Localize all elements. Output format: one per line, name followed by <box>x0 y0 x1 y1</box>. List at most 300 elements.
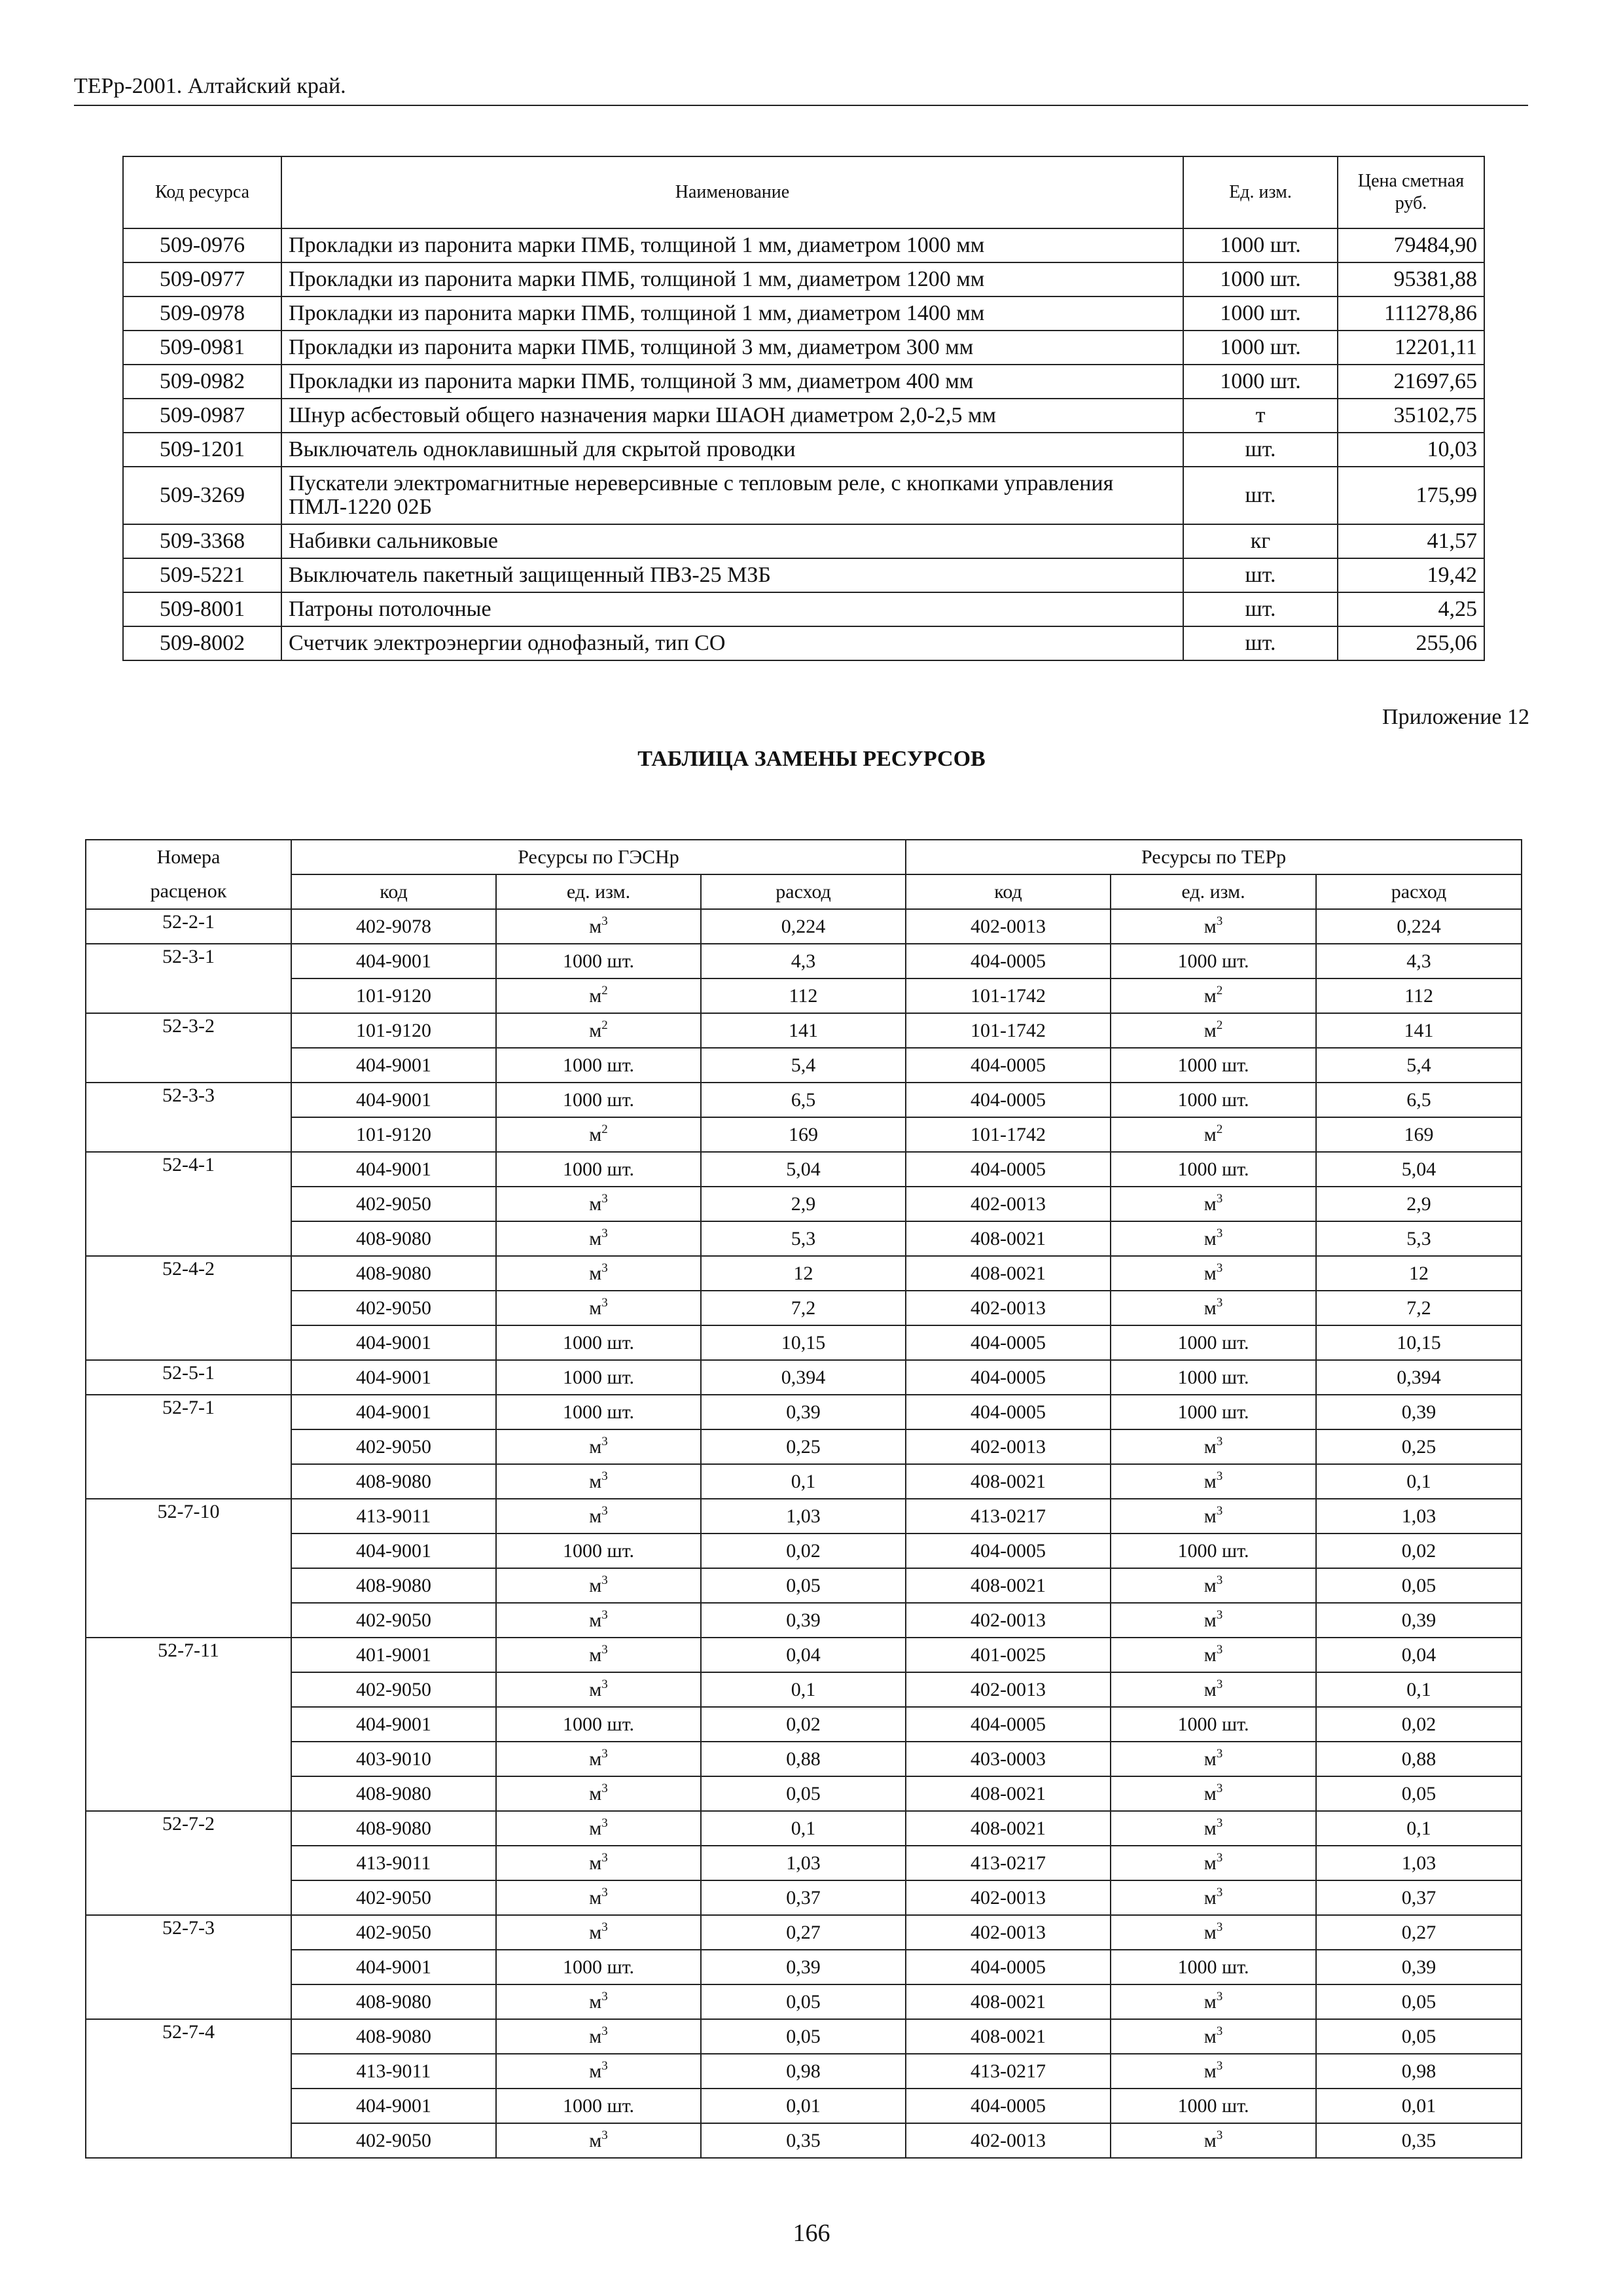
terr-consumption: 6,5 <box>1316 1083 1522 1117</box>
table-row <box>86 1291 1522 1325</box>
table-row <box>123 296 1484 331</box>
unit-exponent: 3 <box>601 1503 608 1518</box>
gesn-unit <box>496 1846 701 1880</box>
gesn-consumption: 169 <box>701 1117 906 1152</box>
resource-name: Счетчик электроэнергии однофазный, тип СО <box>281 626 1183 660</box>
gesn-code: 404-9001 <box>291 1325 496 1360</box>
table-row <box>86 1360 1522 1395</box>
gesn-code: 402-9050 <box>291 1603 496 1638</box>
unit-exponent: 2 <box>601 1018 608 1032</box>
table-row <box>123 467 1484 524</box>
unit-exponent: 3 <box>601 1469 608 1483</box>
table-row <box>86 1429 1522 1464</box>
resource-price: 175,99 <box>1338 467 1484 524</box>
gesn-consumption: 1,03 <box>701 1499 906 1534</box>
rate-number-continued <box>86 2123 291 2158</box>
resource-code: 509-3368 <box>123 524 281 558</box>
unit-exponent: 2 <box>601 1122 608 1136</box>
resource-code: 509-1201 <box>123 433 281 467</box>
unit-exponent: 2 <box>1216 1122 1223 1136</box>
gesn-unit <box>496 1291 701 1325</box>
unit-text: м <box>589 1297 602 1319</box>
resource-table-body <box>123 228 1484 660</box>
unit-exponent: 3 <box>1216 1261 1223 1275</box>
gesn-unit <box>496 1117 701 1152</box>
gesn-consumption: 0,35 <box>701 2123 906 2158</box>
terr-unit <box>1111 1048 1316 1083</box>
header-resource-code: Код ресурса <box>123 156 281 228</box>
unit-text: 1000 шт. <box>563 950 634 972</box>
gesn-consumption: 5,4 <box>701 1048 906 1083</box>
unit-text: м <box>1204 2060 1217 2082</box>
terr-unit <box>1111 1395 1316 1429</box>
unit-exponent: 3 <box>601 1677 608 1691</box>
table-row <box>86 1534 1522 1568</box>
gesn-code: 402-9078 <box>291 909 496 944</box>
resource-replacement-table <box>85 839 1522 2159</box>
gesn-consumption: 0,37 <box>701 1880 906 1915</box>
resource-unit: шт. <box>1183 592 1338 626</box>
gesn-code: 402-9050 <box>291 2123 496 2158</box>
unit-text: 1000 шт. <box>1177 1956 1249 1978</box>
terr-unit <box>1111 944 1316 978</box>
resource-code: 509-0981 <box>123 331 281 365</box>
table-row <box>86 1950 1522 1984</box>
replacement-header-row-bottom <box>86 874 1522 909</box>
gesn-consumption: 0,98 <box>701 2054 906 2089</box>
unit-exponent: 3 <box>601 1573 608 1587</box>
rate-number-continued <box>86 1950 291 1984</box>
table-row <box>123 524 1484 558</box>
gesn-unit <box>496 1568 701 1603</box>
resource-code: 509-0987 <box>123 399 281 433</box>
gesn-code: 408-9080 <box>291 1776 496 1811</box>
terr-consumption: 0,39 <box>1316 1603 1522 1638</box>
rate-number-continued <box>86 1187 291 1221</box>
terr-consumption: 0,1 <box>1316 1811 1522 1846</box>
unit-exponent: 3 <box>1216 1607 1223 1622</box>
terr-consumption: 169 <box>1316 1117 1522 1152</box>
gesn-unit <box>496 1984 701 2019</box>
resource-code: 509-8002 <box>123 626 281 660</box>
gesn-consumption: 0,02 <box>701 1707 906 1742</box>
unit-exponent: 3 <box>1216 1573 1223 1587</box>
unit-exponent: 3 <box>1216 1885 1223 1899</box>
terr-consumption: 12 <box>1316 1256 1522 1291</box>
terr-code: 402-0013 <box>906 1291 1111 1325</box>
table-row <box>86 1083 1522 1117</box>
terr-code: 413-0217 <box>906 1846 1111 1880</box>
unit-text: м <box>1204 1990 1217 2013</box>
header-price: Цена сметная руб. <box>1338 156 1484 228</box>
rate-number-continued <box>86 1568 291 1603</box>
unit-text: м <box>589 1678 602 1700</box>
unit-exponent: 3 <box>1216 1850 1223 1865</box>
gesn-consumption: 12 <box>701 1256 906 1291</box>
terr-code: 402-0013 <box>906 2123 1111 2158</box>
gesn-code: 404-9001 <box>291 2089 496 2123</box>
resource-price: 79484,90 <box>1338 228 1484 262</box>
resource-price: 10,03 <box>1338 433 1484 467</box>
terr-consumption: 0,1 <box>1316 1464 1522 1499</box>
gesn-code: 408-9080 <box>291 1984 496 2019</box>
terr-consumption: 7,2 <box>1316 1291 1522 1325</box>
terr-unit <box>1111 1152 1316 1187</box>
rate-number-continued <box>86 1117 291 1152</box>
unit-text: 1000 шт. <box>1177 2094 1249 2117</box>
gesn-unit <box>496 1464 701 1499</box>
resource-unit: шт. <box>1183 558 1338 592</box>
terr-consumption: 0,88 <box>1316 1742 1522 1776</box>
resource-price: 12201,11 <box>1338 331 1484 365</box>
unit-text: м <box>589 1609 602 1631</box>
table-row <box>123 399 1484 433</box>
unit-text: 1000 шт. <box>1177 1331 1249 1354</box>
terr-unit <box>1111 1707 1316 1742</box>
rate-number: 52-3-1 <box>86 944 291 978</box>
resource-code: 509-0982 <box>123 365 281 399</box>
table-row <box>86 1395 1522 1429</box>
terr-consumption: 1,03 <box>1316 1846 1522 1880</box>
unit-exponent: 3 <box>601 1816 608 1830</box>
appendix-label: Приложение 12 <box>1382 705 1529 729</box>
rate-number-continued <box>86 1880 291 1915</box>
gesn-code: 402-9050 <box>291 1429 496 1464</box>
resource-price: 19,42 <box>1338 558 1484 592</box>
gesn-consumption: 1,03 <box>701 1846 906 1880</box>
unit-text: м <box>1204 1574 1217 1596</box>
gesn-consumption: 10,15 <box>701 1325 906 1360</box>
terr-consumption: 0,1 <box>1316 1672 1522 1707</box>
terr-unit <box>1111 1672 1316 1707</box>
rate-number: 52-5-1 <box>86 1360 291 1395</box>
table-row <box>86 1638 1522 1672</box>
gesn-unit <box>496 2019 701 2054</box>
unit-exponent: 3 <box>601 1226 608 1240</box>
table-row <box>86 1568 1522 1603</box>
resource-unit: шт. <box>1183 626 1338 660</box>
gesn-code: 101-9120 <box>291 1013 496 1048</box>
header-unit: Ед. изм. <box>1183 156 1338 228</box>
terr-unit <box>1111 1464 1316 1499</box>
rate-number: 52-4-1 <box>86 1152 291 1187</box>
unit-text: м <box>589 1505 602 1527</box>
terr-code: 404-0005 <box>906 1707 1111 1742</box>
terr-code: 101-1742 <box>906 1013 1111 1048</box>
gesn-code: 101-9120 <box>291 1117 496 1152</box>
terr-code: 408-0021 <box>906 1464 1111 1499</box>
terr-consumption: 0,98 <box>1316 2054 1522 2089</box>
gesn-consumption: 0,05 <box>701 1776 906 1811</box>
gesn-code: 404-9001 <box>291 1083 496 1117</box>
unit-text: м <box>1204 1817 1217 1839</box>
gesn-code: 408-9080 <box>291 2019 496 2054</box>
resource-name: Прокладки из паронита марки ПМБ, толщиной 1 мм, диаметром 1400 мм <box>281 296 1183 331</box>
unit-text: м <box>589 1574 602 1596</box>
unit-text: 1000 шт. <box>1177 1158 1249 1180</box>
gesn-consumption: 0,27 <box>701 1915 906 1950</box>
rate-number-continued <box>86 1325 291 1360</box>
gesn-code: 404-9001 <box>291 1707 496 1742</box>
unit-text: 1000 шт. <box>1177 950 1249 972</box>
terr-unit <box>1111 1742 1316 1776</box>
terr-unit <box>1111 1499 1316 1534</box>
gesn-unit <box>496 1811 701 1846</box>
gesn-consumption: 141 <box>701 1013 906 1048</box>
terr-unit <box>1111 1534 1316 1568</box>
resource-price: 21697,65 <box>1338 365 1484 399</box>
gesn-code: 413-9011 <box>291 2054 496 2089</box>
gesn-code: 402-9050 <box>291 1187 496 1221</box>
terr-code: 402-0013 <box>906 1603 1111 1638</box>
rate-number-continued <box>86 1534 291 1568</box>
terr-consumption: 2,9 <box>1316 1187 1522 1221</box>
resource-unit: шт. <box>1183 467 1338 524</box>
terr-unit <box>1111 2019 1316 2054</box>
gesn-code: 402-9050 <box>291 1672 496 1707</box>
table-row <box>123 262 1484 296</box>
table-row <box>86 1742 1522 1776</box>
header-terr-resources: Ресурсы по ТЕРр <box>906 840 1522 874</box>
unit-text: 1000 шт. <box>1177 1366 1249 1388</box>
resource-unit: т <box>1183 399 1338 433</box>
gesn-code: 413-9011 <box>291 1499 496 1534</box>
header-terr-code: код <box>906 874 1111 909</box>
rate-number-continued <box>86 1776 291 1811</box>
rate-number: 52-3-3 <box>86 1083 291 1117</box>
terr-unit <box>1111 1568 1316 1603</box>
gesn-unit <box>496 1880 701 1915</box>
unit-text: м <box>589 1782 602 1804</box>
unit-text: 1000 шт. <box>1177 1713 1249 1735</box>
terr-code: 101-1742 <box>906 1117 1111 1152</box>
terr-code: 413-0217 <box>906 1499 1111 1534</box>
rate-number-continued <box>86 2054 291 2089</box>
terr-code: 404-0005 <box>906 1395 1111 1429</box>
gesn-consumption: 0,39 <box>701 1395 906 1429</box>
gesn-code: 403-9010 <box>291 1742 496 1776</box>
unit-text: м <box>589 1817 602 1839</box>
terr-code: 413-0217 <box>906 2054 1111 2089</box>
rate-number: 52-7-11 <box>86 1638 291 1672</box>
unit-text: м <box>1204 1193 1217 1215</box>
unit-text: м <box>1204 1019 1217 1041</box>
unit-exponent: 3 <box>601 1920 608 1934</box>
unit-exponent: 2 <box>1216 1018 1223 1032</box>
gesn-consumption: 2,9 <box>701 1187 906 1221</box>
resource-code: 509-0978 <box>123 296 281 331</box>
terr-consumption: 0,27 <box>1316 1915 1522 1950</box>
terr-unit <box>1111 1083 1316 1117</box>
gesn-unit <box>496 1950 701 1984</box>
table-row <box>86 1325 1522 1360</box>
header-divider <box>74 105 1528 106</box>
terr-code: 404-0005 <box>906 1360 1111 1395</box>
unit-exponent: 3 <box>601 1989 608 2003</box>
gesn-unit <box>496 1776 701 1811</box>
terr-code: 101-1742 <box>906 978 1111 1013</box>
unit-text: 1000 шт. <box>1177 1088 1249 1111</box>
table-row <box>86 1256 1522 1291</box>
unit-exponent: 3 <box>1216 1920 1223 1934</box>
table-row <box>86 1880 1522 1915</box>
header-terr-unit: ед. изм. <box>1111 874 1316 909</box>
unit-text: м <box>1204 1470 1217 1492</box>
rate-number: 52-7-1 <box>86 1395 291 1429</box>
terr-unit <box>1111 978 1316 1013</box>
terr-consumption: 0,39 <box>1316 1395 1522 1429</box>
terr-consumption: 4,3 <box>1316 944 1522 978</box>
gesn-unit <box>496 1013 701 1048</box>
terr-unit <box>1111 1325 1316 1360</box>
table-row <box>86 978 1522 1013</box>
terr-unit <box>1111 1429 1316 1464</box>
unit-text: м <box>589 2129 602 2151</box>
unit-exponent: 3 <box>601 2128 608 2142</box>
unit-text: м <box>1204 1748 1217 1770</box>
unit-text: м <box>1204 915 1217 937</box>
unit-exponent: 3 <box>601 1607 608 1622</box>
rate-number: 52-3-2 <box>86 1013 291 1048</box>
gesn-code: 404-9001 <box>291 1152 496 1187</box>
table-row <box>86 1117 1522 1152</box>
gesn-code: 404-9001 <box>291 1950 496 1984</box>
unit-exponent: 3 <box>1216 1191 1223 1206</box>
resource-price: 4,25 <box>1338 592 1484 626</box>
unit-exponent: 3 <box>1216 1781 1223 1795</box>
gesn-code: 404-9001 <box>291 1360 496 1395</box>
gesn-code: 401-9001 <box>291 1638 496 1672</box>
terr-consumption: 5,3 <box>1316 1221 1522 1256</box>
gesn-consumption: 0,05 <box>701 2019 906 2054</box>
gesn-code: 413-9011 <box>291 1846 496 1880</box>
unit-text: м <box>1204 984 1217 1007</box>
gesn-consumption: 7,2 <box>701 1291 906 1325</box>
unit-text: 1000 шт. <box>563 1539 634 1562</box>
resource-unit: 1000 шт. <box>1183 296 1338 331</box>
gesn-consumption: 0,1 <box>701 1811 906 1846</box>
terr-code: 401-0025 <box>906 1638 1111 1672</box>
terr-unit <box>1111 909 1316 944</box>
terr-code: 404-0005 <box>906 944 1111 978</box>
gesn-consumption: 0,1 <box>701 1672 906 1707</box>
rate-number: 52-7-2 <box>86 1811 291 1846</box>
unit-text: м <box>1204 1886 1217 1909</box>
terr-code: 408-0021 <box>906 2019 1111 2054</box>
gesn-code: 402-9050 <box>291 1291 496 1325</box>
table-row <box>86 1984 1522 2019</box>
gesn-consumption: 4,3 <box>701 944 906 978</box>
terr-code: 403-0003 <box>906 1742 1111 1776</box>
unit-text: м <box>1204 1262 1217 1284</box>
terr-consumption: 0,01 <box>1316 2089 1522 2123</box>
terr-consumption: 5,04 <box>1316 1152 1522 1187</box>
table-row <box>86 1187 1522 1221</box>
terr-unit <box>1111 1187 1316 1221</box>
rate-number-continued <box>86 1707 291 1742</box>
unit-text: 1000 шт. <box>563 1054 634 1076</box>
terr-consumption: 112 <box>1316 978 1522 1013</box>
gesn-unit <box>496 1152 701 1187</box>
gesn-consumption: 5,3 <box>701 1221 906 1256</box>
resource-code: 509-0976 <box>123 228 281 262</box>
unit-exponent: 3 <box>601 1191 608 1206</box>
terr-consumption: 0,05 <box>1316 2019 1522 2054</box>
terr-consumption: 0,224 <box>1316 909 1522 944</box>
unit-text: м <box>589 1435 602 1458</box>
unit-text: м <box>589 1748 602 1770</box>
gesn-unit <box>496 1360 701 1395</box>
unit-text: 1000 шт. <box>563 1331 634 1354</box>
terr-unit <box>1111 1221 1316 1256</box>
terr-code: 402-0013 <box>906 1915 1111 1950</box>
resource-unit: 1000 шт. <box>1183 331 1338 365</box>
gesn-code: 408-9080 <box>291 1256 496 1291</box>
resource-unit: 1000 шт. <box>1183 228 1338 262</box>
table-row <box>86 1707 1522 1742</box>
table-row <box>123 626 1484 660</box>
table-row <box>86 1464 1522 1499</box>
rate-number-continued <box>86 1846 291 1880</box>
resource-name: Шнур асбестовый общего назначения марки ШАОН диаметром 2,0-2,5 мм <box>281 399 1183 433</box>
header-rate-numbers-bottom: расценок <box>86 874 291 909</box>
unit-exponent: 3 <box>1216 1295 1223 1310</box>
table-row <box>86 944 1522 978</box>
unit-exponent: 3 <box>1216 1677 1223 1691</box>
table-row <box>123 433 1484 467</box>
unit-exponent: 3 <box>601 1295 608 1310</box>
unit-exponent: 2 <box>1216 983 1223 997</box>
unit-text: м <box>1204 2129 1217 2151</box>
resource-table-header-row <box>123 156 1484 228</box>
unit-text: м <box>589 1990 602 2013</box>
rate-number-continued <box>86 1221 291 1256</box>
unit-text: м <box>1204 1227 1217 1249</box>
terr-unit <box>1111 1811 1316 1846</box>
terr-code: 402-0013 <box>906 1880 1111 1915</box>
terr-code: 402-0013 <box>906 1672 1111 1707</box>
unit-text: м <box>1204 1297 1217 1319</box>
unit-exponent: 3 <box>1216 1434 1223 1448</box>
header-gesn-unit: ед. изм. <box>496 874 701 909</box>
gesn-unit <box>496 1638 701 1672</box>
gesn-code: 404-9001 <box>291 1395 496 1429</box>
gesn-unit <box>496 1395 701 1429</box>
terr-unit <box>1111 1117 1316 1152</box>
terr-unit <box>1111 1291 1316 1325</box>
table-row <box>86 1811 1522 1846</box>
rate-number-continued <box>86 1464 291 1499</box>
terr-consumption: 10,15 <box>1316 1325 1522 1360</box>
terr-code: 404-0005 <box>906 1325 1111 1360</box>
replacement-header-row-top <box>86 840 1522 874</box>
gesn-unit <box>496 944 701 978</box>
unit-text: 1000 шт. <box>1177 1054 1249 1076</box>
unit-text: м <box>589 2060 602 2082</box>
resource-name: Прокладки из паронита марки ПМБ, толщиной 1 мм, диаметром 1000 мм <box>281 228 1183 262</box>
resource-price: 111278,86 <box>1338 296 1484 331</box>
page-number: 166 <box>793 2219 830 2247</box>
terr-unit <box>1111 1013 1316 1048</box>
gesn-code: 404-9001 <box>291 1534 496 1568</box>
resource-price: 35102,75 <box>1338 399 1484 433</box>
gesn-unit <box>496 1187 701 1221</box>
gesn-unit <box>496 1083 701 1117</box>
unit-text: 1000 шт. <box>1177 1539 1249 1562</box>
terr-unit <box>1111 1638 1316 1672</box>
gesn-consumption: 0,25 <box>701 1429 906 1464</box>
terr-consumption: 0,37 <box>1316 1880 1522 1915</box>
